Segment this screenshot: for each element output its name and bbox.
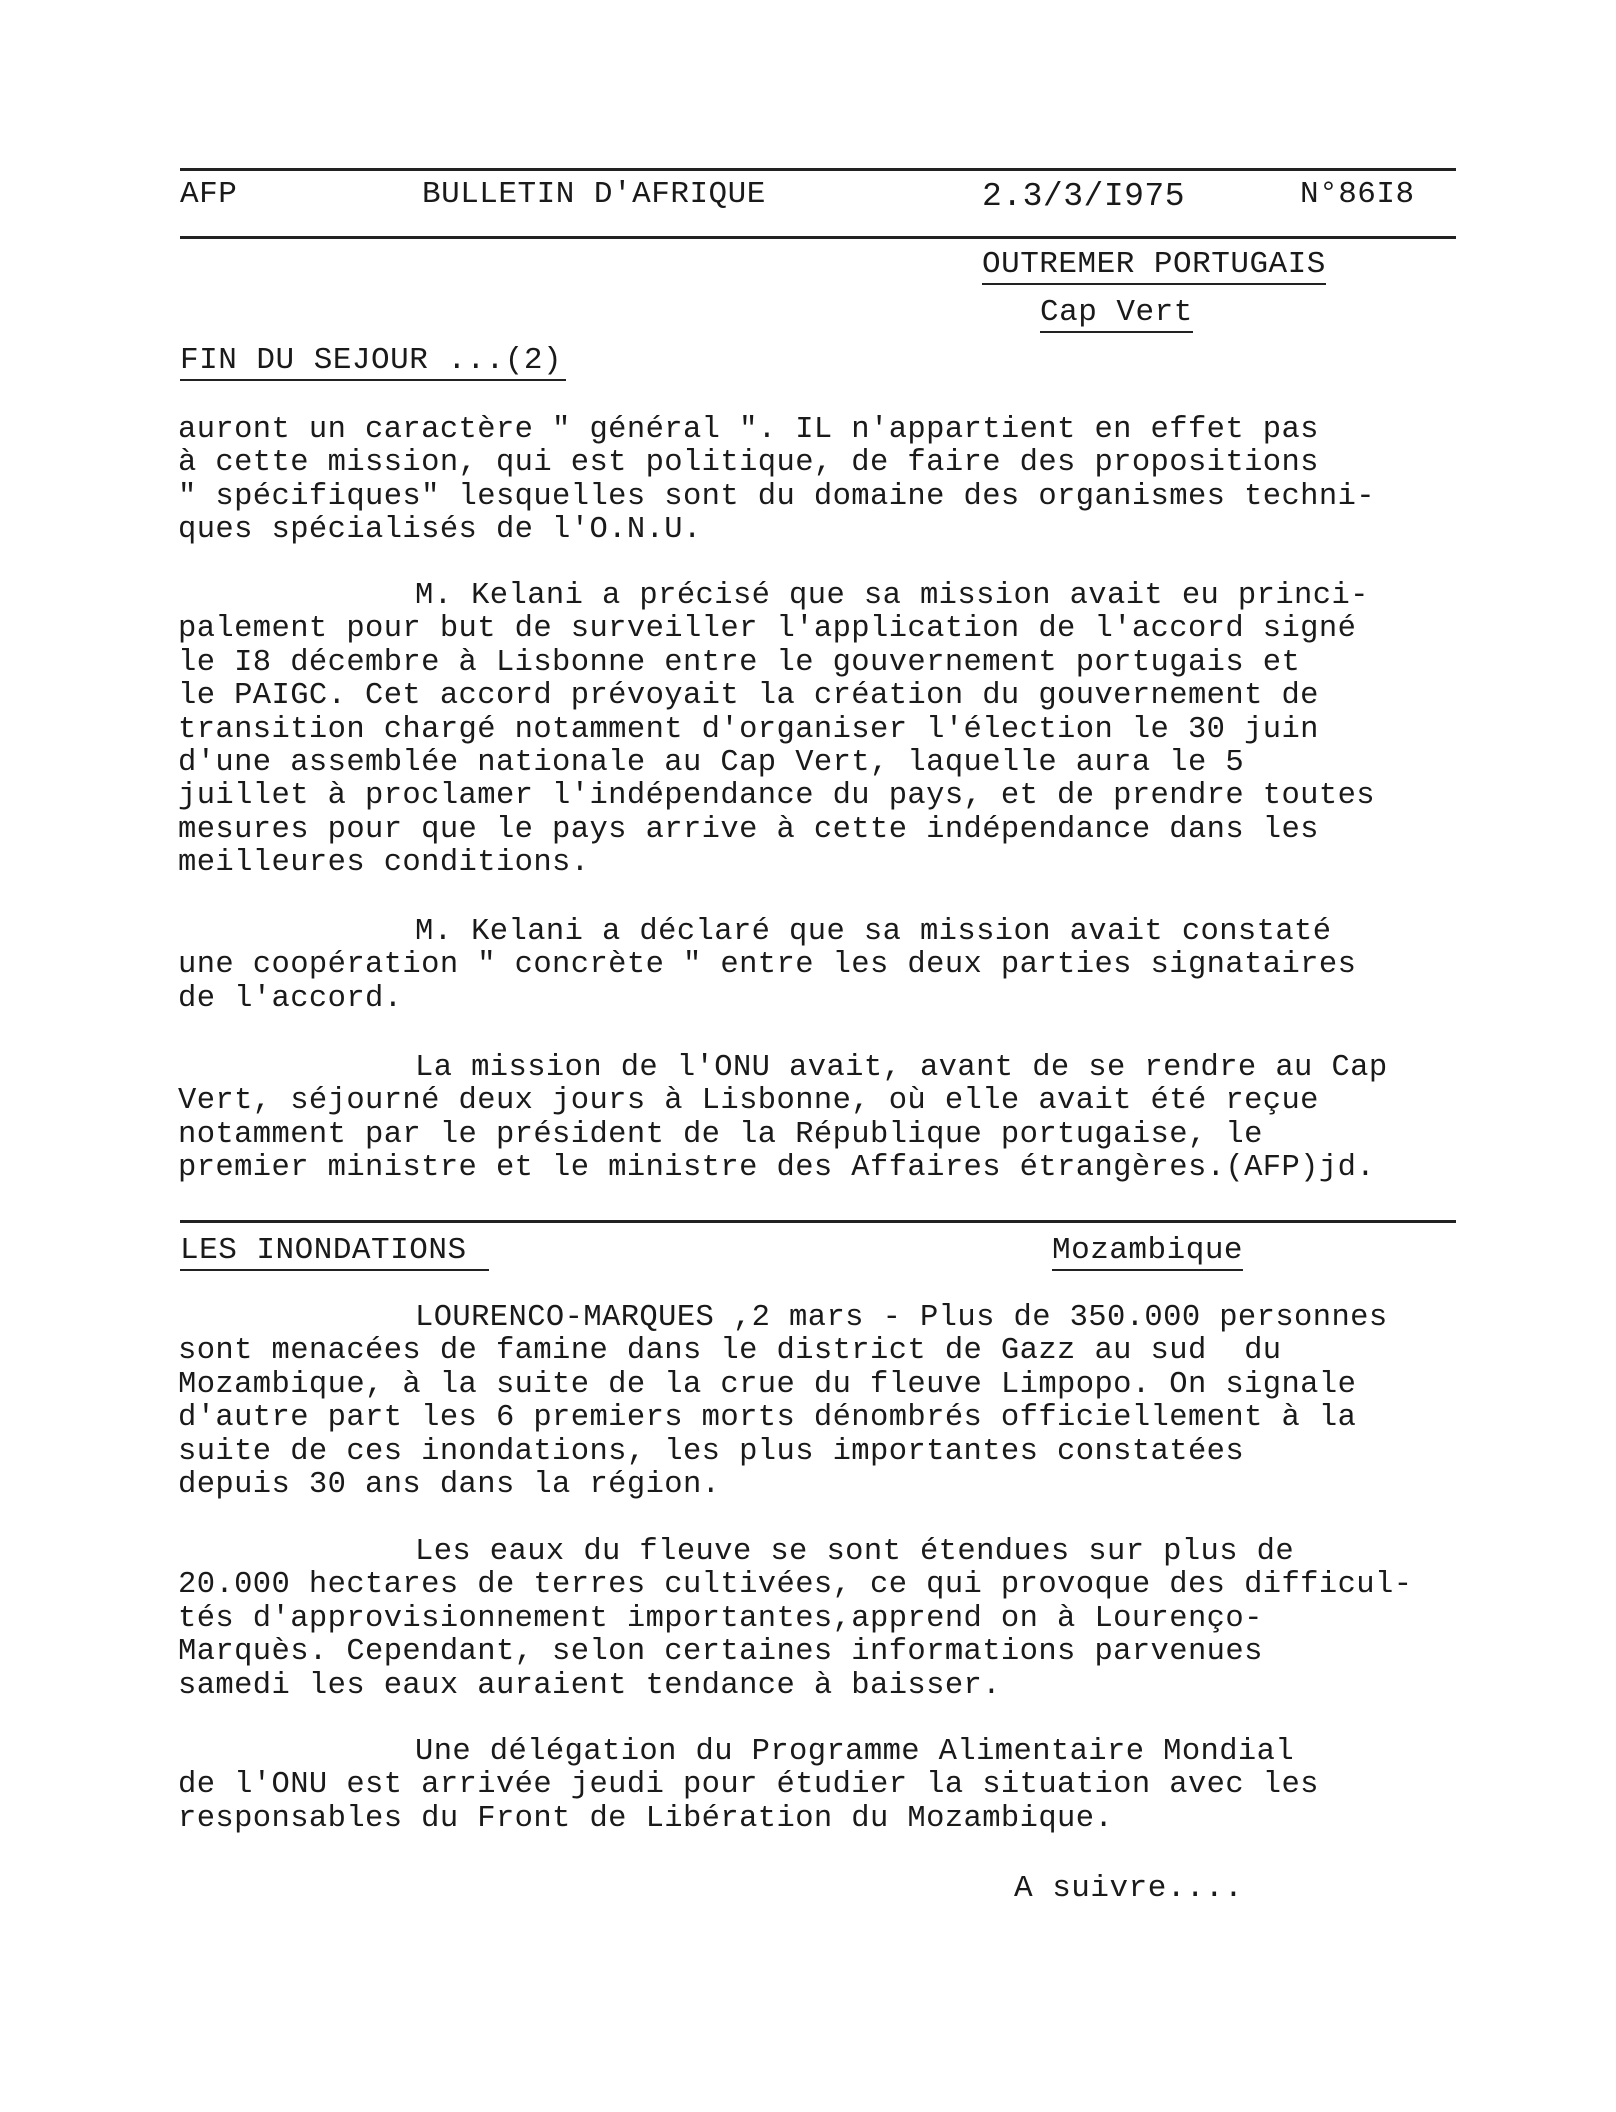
text-line: à cette mission, qui est politique, de faire des propositions (178, 446, 1319, 481)
text-line: Les eaux du fleuve se sont étendues sur plus de (415, 1535, 1295, 1569)
text-line: de l'accord. (178, 981, 403, 1016)
text-line: auront un caractère " général ". IL n'appartient en effet pas (178, 413, 1319, 447)
text-line: le PAIGC. Cet accord prévoyait la création du gouvernement de (178, 679, 1319, 714)
text-line: d'autre part les 6 premiers morts dénombrés officiellement à la (178, 1401, 1357, 1436)
section1-title: FIN DU SEJOUR ...(2) (180, 344, 566, 381)
text-line: Mozambique, à la suite de la crue du fleuve Limpopo. On signale (178, 1367, 1357, 1402)
section2-paragraph-2 (178, 1536, 1478, 1703)
text-line: premier ministre et le ministre des Affaires étrangères.(AFP)jd. (178, 1151, 1375, 1186)
text-line: de l'ONU est arrivée jeudi pour étudier la situation avec les (178, 1768, 1319, 1803)
section1-paragraph-4 (178, 1052, 1478, 1186)
section-separator-rule (180, 1220, 1456, 1223)
text-line: palement pour but de surveiller l'application de l'accord signé (178, 612, 1357, 647)
text-line: d'une assemblée nationale au Cap Vert, laquelle aura le 5 (178, 745, 1245, 780)
text-line: depuis 30 ans dans la région. (178, 1467, 721, 1502)
text-line: tés d'approvisionnement importantes,apprend on à Lourenço- (178, 1601, 1263, 1636)
section1-paragraph-3 (178, 916, 1478, 1016)
text-line: le I8 décembre à Lisbonne entre le gouvernement portugais et (178, 645, 1301, 680)
text-line: sont menacées de famine dans le district de Gazz au sud du (178, 1334, 1282, 1369)
section1-country: Cap Vert (1040, 296, 1193, 333)
text-line: La mission de l'ONU avait, avant de se rendre au Cap (415, 1051, 1388, 1085)
section1-paragraph-1 (178, 414, 1478, 548)
text-line: M. Kelani a précisé que sa mission avait eu princi- (415, 579, 1369, 613)
text-line: notamment par le président de la République portugaise, le (178, 1117, 1263, 1152)
text-line: 20.000 hectares de terres cultivées, ce qui provoque des difficul- (178, 1568, 1413, 1603)
header-date: 2.3/3/I975 (982, 178, 1186, 215)
text-line: " spécifiques" lesquelles sont du domaine des organismes techni- (178, 479, 1375, 514)
header-agency: AFP (180, 177, 238, 212)
text-line: responsables du Front de Libération du Mozambique. (178, 1801, 1114, 1836)
header-number: N°86I8 (1300, 177, 1415, 212)
header-bottom-rule (180, 236, 1456, 239)
continuation-note: A suivre.... (1014, 1871, 1244, 1906)
section1-region: OUTREMER PORTUGAIS (982, 248, 1326, 285)
header-bulletin-title: BULLETIN D'AFRIQUE (422, 177, 766, 212)
section2-paragraph-1 (178, 1302, 1478, 1502)
text-line: LOURENCO-MARQUES ,2 mars - Plus de 350.000 personnes (415, 1301, 1388, 1335)
text-line: transition chargé notamment d'organiser l'élection le 30 juin (178, 712, 1319, 747)
text-line: Marquès. Cependant, selon certaines informations parvenues (178, 1635, 1263, 1670)
text-line: meilleures conditions. (178, 846, 590, 881)
text-line: mesures pour que le pays arrive à cette indépendance dans les (178, 812, 1319, 847)
section2-title: LES INONDATIONS (180, 1234, 489, 1271)
text-line: ques spécialisés de l'O.N.U. (178, 513, 702, 548)
text-line: juillet à proclamer l'indépendance du pays, et de prendre toutes (178, 779, 1375, 814)
section2-paragraph-3 (178, 1736, 1478, 1836)
text-line: suite de ces inondations, les plus importantes constatées (178, 1434, 1245, 1469)
text-line: Une délégation du Programme Alimentaire Mondial (415, 1735, 1295, 1769)
section2-country: Mozambique (1052, 1234, 1243, 1271)
text-line: une coopération " concrète " entre les deux parties signataires (178, 948, 1357, 983)
text-line: samedi les eaux auraient tendance à baisser. (178, 1668, 1001, 1703)
header-top-rule (180, 168, 1456, 171)
text-line: M. Kelani a déclaré que sa mission avait constaté (415, 915, 1332, 949)
text-line: Vert, séjourné deux jours à Lisbonne, où elle avait été reçue (178, 1084, 1319, 1119)
section1-paragraph-2 (178, 580, 1478, 881)
